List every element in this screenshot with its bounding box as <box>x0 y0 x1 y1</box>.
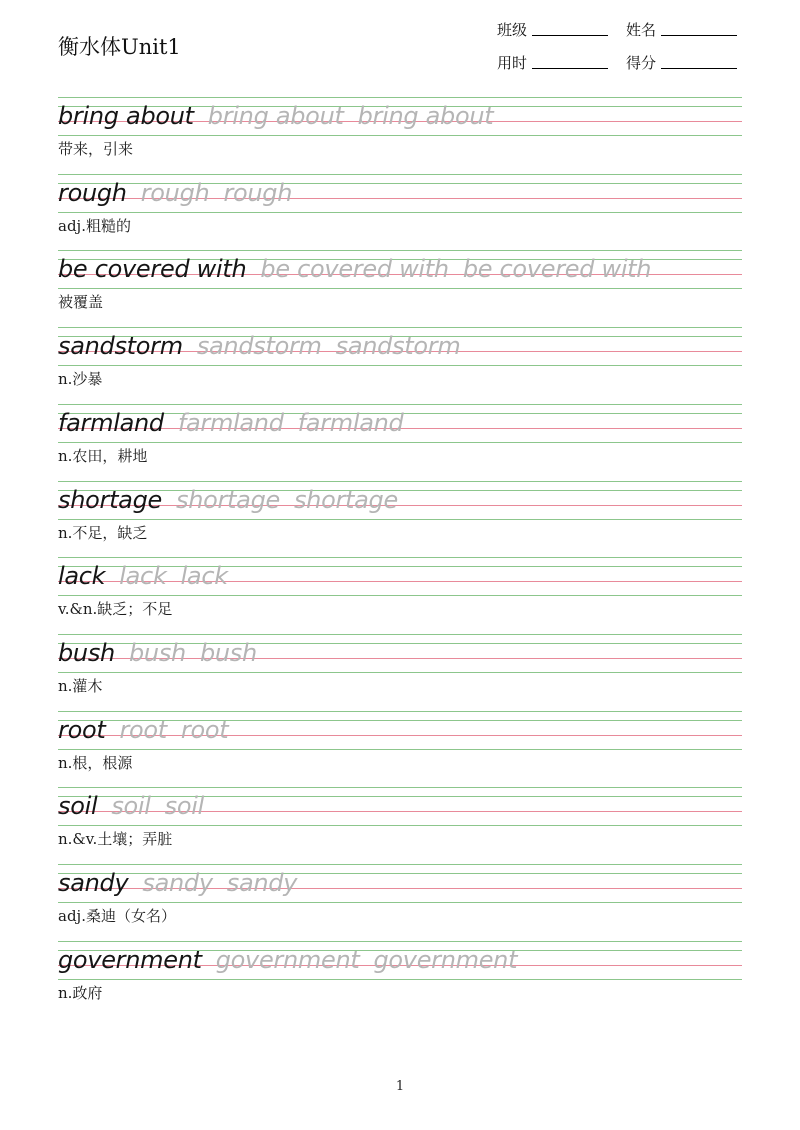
vocab-entry <box>0 327 800 404</box>
trace-word: be covered with <box>462 255 652 284</box>
guide-line <box>58 864 742 865</box>
guide-line <box>58 135 742 136</box>
trace-word: lack <box>119 562 167 591</box>
trace-word: sandy <box>142 869 213 897</box>
vocab-meaning: adj.粗糙的 <box>58 216 131 235</box>
trace-word: shortage <box>175 485 280 514</box>
word-row <box>58 638 257 668</box>
vocab-word: be covered with <box>58 255 247 284</box>
word-row <box>58 178 292 208</box>
vocab-meaning: n.农田，耕地 <box>58 446 148 465</box>
vocab-word: bush <box>58 638 115 667</box>
trace-word: rough <box>223 178 293 207</box>
word-row <box>58 561 228 591</box>
trace-word: government <box>373 945 518 974</box>
trace-word: bush <box>128 638 186 667</box>
vocab-entry <box>0 787 800 864</box>
vocab-word: sandy <box>58 869 129 897</box>
vocab-meaning: adj.桑迪（女名） <box>58 907 176 925</box>
vocab-word: government <box>58 945 202 974</box>
score-field[interactable] <box>661 68 737 69</box>
vocab-word: root <box>58 715 106 744</box>
guide-line <box>58 97 742 98</box>
trace-word: bring about <box>207 102 344 130</box>
vocab-meaning: 被覆盖 <box>58 293 104 312</box>
vocab-entry <box>0 250 800 327</box>
vocab-word: soil <box>58 792 98 821</box>
guide-line <box>58 902 742 903</box>
guide-line <box>58 250 742 251</box>
vocab-word: rough <box>58 178 127 207</box>
name-field[interactable] <box>661 35 737 36</box>
class-label: 班级 <box>497 21 528 39</box>
trace-word: bush <box>199 638 257 667</box>
word-row <box>58 868 297 898</box>
vocab-entry <box>0 97 800 174</box>
trace-word: sandy <box>226 869 298 897</box>
score-label: 得分 <box>626 54 657 72</box>
guide-line <box>58 174 742 175</box>
trace-word: soil <box>111 792 151 821</box>
guide-line <box>58 825 742 826</box>
trace-word: rough <box>140 178 210 207</box>
trace-word: root <box>180 715 229 744</box>
guide-line <box>58 711 742 712</box>
trace-word: be covered with <box>260 255 449 284</box>
vocab-word: shortage <box>58 485 162 514</box>
word-row <box>58 408 403 438</box>
guide-line <box>58 481 742 482</box>
trace-word: sandstorm <box>196 332 322 361</box>
trace-word: shortage <box>293 485 398 514</box>
vocab-meaning: n.根，根源 <box>58 753 133 772</box>
word-row <box>58 254 651 284</box>
trace-word: farmland <box>297 408 404 437</box>
time-label: 用时 <box>497 54 528 72</box>
guide-line <box>58 595 742 596</box>
vocab-entry <box>0 864 800 941</box>
guide-line <box>58 634 742 635</box>
word-row <box>58 331 460 361</box>
vocab-meaning: n.政府 <box>58 983 103 1002</box>
name-label: 姓名 <box>626 21 657 39</box>
word-row <box>58 945 517 975</box>
word-row <box>58 101 493 131</box>
guide-line <box>58 212 742 213</box>
guide-line <box>58 672 742 673</box>
page-title: 衡水体Unit1 <box>58 35 181 59</box>
class-field[interactable] <box>532 35 608 36</box>
guide-line <box>58 557 742 558</box>
vocab-meaning: v.&n.缺乏；不足 <box>58 600 173 619</box>
vocab-meaning: n.灌木 <box>58 676 103 695</box>
guide-line <box>58 519 742 520</box>
page-number: 1 <box>395 1079 405 1094</box>
guide-line <box>58 941 742 942</box>
vocab-entry <box>0 557 800 634</box>
trace-word: root <box>119 715 167 744</box>
trace-word: sandstorm <box>335 332 461 361</box>
vocab-word: bring about <box>58 102 194 130</box>
trace-word: soil <box>164 792 204 821</box>
vocab-entry <box>0 711 800 788</box>
guide-line <box>58 404 742 405</box>
vocab-word: lack <box>58 562 106 591</box>
guide-line <box>58 787 742 788</box>
trace-word: bring about <box>357 102 494 130</box>
vocab-meaning: 带来，引来 <box>58 140 134 158</box>
vocab-meaning: n.沙暴 <box>58 370 103 389</box>
vocab-entry <box>0 174 800 251</box>
vocab-meaning: n.不足，缺乏 <box>58 523 148 542</box>
vocab-entry <box>0 481 800 558</box>
word-row <box>58 485 398 515</box>
guide-line <box>58 365 742 366</box>
vocab-entry <box>0 941 800 1018</box>
trace-word: government <box>215 945 360 974</box>
vocab-entry <box>0 404 800 481</box>
vocab-meaning: n.&v.土壤；弄脏 <box>58 830 173 849</box>
trace-word: lack <box>180 562 228 591</box>
guide-line <box>58 442 742 443</box>
guide-line <box>58 327 742 328</box>
word-row <box>58 791 204 821</box>
vocab-word: sandstorm <box>58 332 183 361</box>
guide-line <box>58 288 742 289</box>
vocab-entry <box>0 634 800 711</box>
guide-line <box>58 979 742 980</box>
vocab-word: farmland <box>58 408 164 437</box>
guide-line <box>58 749 742 750</box>
word-row <box>58 715 228 745</box>
trace-word: farmland <box>177 408 284 437</box>
time-field[interactable] <box>532 68 608 69</box>
